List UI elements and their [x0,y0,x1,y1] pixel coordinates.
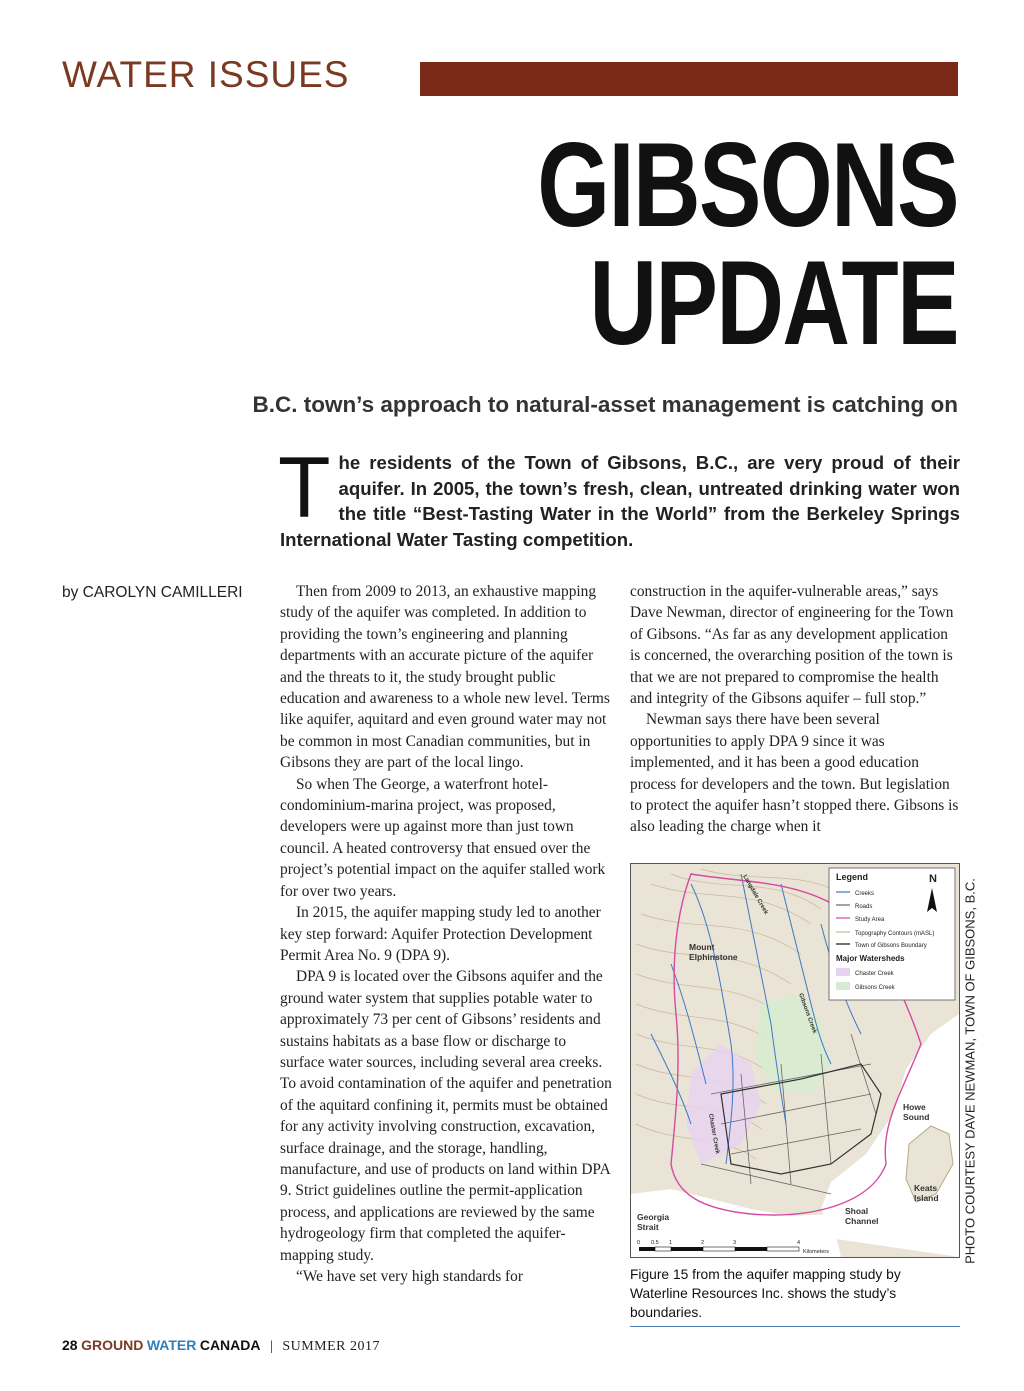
label-channel: Channel [845,1216,879,1226]
north-label: N [929,873,937,885]
deck: B.C. town’s approach to natural-asset management is catching on [252,392,958,417]
section-bar [420,62,958,96]
headline [521,118,958,370]
legend-item-town-boundary: Town of Gibsons Boundary [855,943,927,949]
publication-name-part-1: GROUND [81,1337,144,1353]
legend-watersheds-title: Major Watersheds [836,954,905,963]
label-mount: Mount [689,942,715,952]
paragraph: Then from 2009 to 2013, an exhaustive mapping study of the aquifer was completed. In addition to providing the town’s engineering and planning departments with an accurate picture of the aquifer and the threats to it, the study brought public education and awareness to a whole new level. Terms like aquifer, aquitard and even ground water may not be common in most Canadian communities, but in Gibsons they are part of the local lingo. [280,583,610,772]
paragraph: In 2015, the aquifer mapping study led to another key step forward: Aquifer Protection Development Permit Area No. 9 (DPA 9). [280,904,601,964]
scale-tick-4: 4 [797,1240,801,1246]
legend-item-gibsons-creek: Gibsons Creek [855,985,895,991]
label-georgia: Georgia [637,1212,670,1222]
label-langdale-creek: Langdale Creek [741,874,769,916]
drop-cap: T [278,440,331,536]
study-area-map [631,864,959,1257]
paragraph: DPA 9 is located over the Gibsons aquifer and the ground water system that supplies potable water to approximately 73 per cent of Gibsons’ residents and sustains habitats as a base flow or discharge to surface water sources, including several area creeks. To avoid contamination of the aquifer and penetration of the aquitard confining it, permits must be obtained for any activity involving construction, excavation, surface drainage, and the storage, handling, manufacture, and use of products on land within DPA 9. Strict guidelines outline the permit-application process, and applications are reviewed by the same hydrogeology firm that completed the aquifer-mapping study. [280,968,612,1264]
byline: by CAROLYN CAMILLERI [62,584,243,601]
label-keats: Keats [914,1183,938,1193]
caption-rule [630,1326,960,1327]
page-footer [62,1337,380,1355]
headline-line-1: GIBSONS [537,118,958,252]
scale-tick-1: 1 [669,1240,673,1246]
page-number: 28 [62,1337,78,1353]
paragraph: So when The George, a waterfront hotel-condominium-marina project, was proposed, developers were up against more than just town council. A heated controversy that ensued over the project’s potential impact on the aquifer stalled work for over two years. [280,775,606,900]
issue-date: SUMMER 2017 [282,1339,380,1354]
paragraph: Newman says there have been several opportunities to apply DPA 9 since it was implemented, and it has been a good education process for developers and the town. But legislation to protect the aquifer hasn’t stopped there. Gibsons is also leading the charge when it [630,711,959,836]
legend-item-creeks: Creeks [855,891,875,897]
scale-tick-3: 3 [733,1240,737,1246]
photo-credit-text: PHOTO COURTESY DAVE NEWMAN, TOWN OF GIBSONS, B.C. [962,878,978,1264]
footer-separator: | [270,1339,273,1354]
label-gibsons-creek: Gibsons Creek [797,992,818,1035]
label-howe: Howe [903,1102,926,1112]
legend-title: Legend [836,872,869,882]
label-strait: Strait [637,1222,659,1232]
label-island: Island [914,1193,939,1203]
section-label: WATER ISSUES [62,54,350,95]
scale-tick-0: 0 [637,1240,641,1246]
scale-tick-2: 2 [701,1240,705,1246]
legend-item-chaster-creek: Chaster Creek [855,971,894,977]
label-elphinstone: Elphinstone [689,952,738,962]
photo-credit [961,878,979,1264]
publication-name-part-3: CANADA [199,1337,261,1353]
label-shoal: Shoal [845,1206,869,1216]
paragraph: construction in the aquifer-vulnerable areas,” says Dave Newman, director of engineering for the Town of Gibsons. “As far as any development application is concerned, the overarching position of the town is that we are not prepared to compromise the health and integrity of the Gibsons aquifer – full stop.” [630,583,954,708]
publication-name-part-2: WATER [146,1337,197,1353]
article-column-1 [280,581,612,1287]
legend-item-study-area: Study Area [855,917,885,923]
intro-paragraph [278,440,960,552]
legend-item-roads: Roads [855,904,873,910]
headline-line-2: UPDATE [589,236,958,370]
label-chaster-creek: Chaster Creek [707,1113,721,1155]
scale-tick-0-5: 0.5 [651,1240,659,1246]
paragraph: “We have set very high standards for [296,1268,523,1285]
map-legend [829,868,955,1000]
figure-caption: Figure 15 from the aquifer mapping study by Waterline Resources Inc. shows the study’s boundaries. [630,1267,901,1320]
map-figure [630,863,960,1258]
legend-item-contours: Topography Contours (mASL) [855,931,935,937]
article-column-2 [630,581,962,838]
label-sound: Sound [903,1112,930,1122]
scale-unit: Kilometers [803,1249,829,1255]
intro-text: he residents of the Town of Gibsons, B.C., are very proud of their aquifer. In 2005, the town’s fresh, clean, untreated drinking water won the title “Best-Tasting Water in the World” from the Berkeley Springs International Water Tasting competition. [280,452,960,550]
